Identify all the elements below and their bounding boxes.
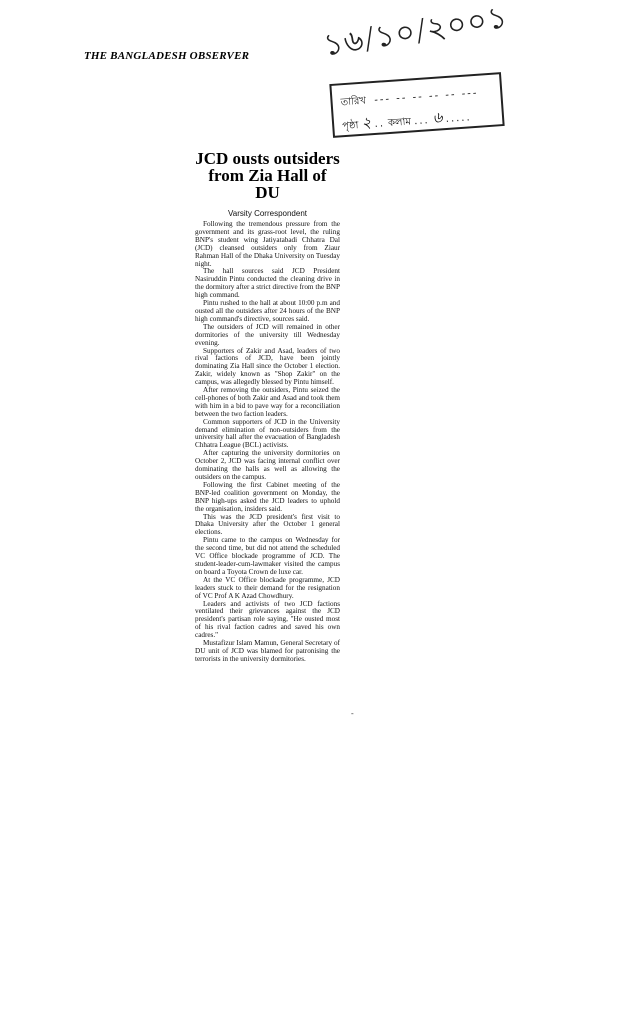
article-paragraph: The hall sources said JCD President Nasiruddin Pintu conducted the cleaning drive in the dormitory after a strict directive from the BNP high command. — [195, 267, 340, 300]
article-paragraph: After capturing the university dormitories on October 2, JCD was facing internal conflict over dominating the halls as well as allowing the outsiders on the campus. — [195, 449, 340, 481]
article-paragraph: Pintu came to the campus on Wednesday for the second time, but did not attend the scheduled VC Office blockade programme of JCD. The student-leader-cum-lawmaker visited the campus on board a Toyota Crown de luxe car. — [195, 536, 340, 576]
archive-stamp — [329, 72, 504, 138]
stamp-page-row: পৃষ্ঠা ২ .. কলাম ... ৬ ..... — [341, 108, 472, 133]
article-paragraph: At the VC Office blockade programme, JCD leaders stuck to their demand for the resignation of VC Prof A K Azad Chowdhury. — [195, 575, 340, 600]
article-headline: JCD ousts outsiders from Zia Hall of DU — [195, 149, 340, 202]
stamp-column-label: কলাম — [387, 116, 412, 130]
article-paragraph: Pintu rushed to the hall at about 10:00 p.m and ousted all the outsiders after 24 hours of the BNP high command's directive, sources said. — [195, 299, 340, 323]
article-paragraph: Common supporters of JCD in the University demand elimination of non-outsiders from the university hall after the evacuation of Bangladesh Chhatra League (BCL) activists. — [195, 417, 340, 450]
stamp-page-value: ২ — [360, 113, 372, 132]
news-article — [195, 150, 340, 664]
article-paragraph: Leaders and activists of two JCD factions ventilated their grievances against the JCD president's partisan role saying, "He ousted most of his rival faction cadres and saved his own cadres." — [195, 599, 340, 640]
article-paragraph: Supporters of Zakir and Asad, leaders of two rival factions of JCD, have been jointly dominating Zia Hall since the October 1 election. Zakir, widely known as "Shop Zakir" on the campus, was allegedly blessed by Pintu himself. — [195, 346, 340, 387]
stray-mark: - — [351, 709, 354, 718]
stamp-date-label: তারিখ — [340, 95, 367, 109]
stamp-column-value: ৬ — [432, 108, 444, 127]
article-byline: Varsity Correspondent — [228, 209, 307, 218]
handwritten-date: ১৬/১০/২০০১ — [321, 0, 511, 64]
article-paragraph: After removing the outsiders, Pintu seized the cell-phones of both Zakir and Asad and took them with him in a bid to pave way for a reconciliation between the two faction leaders. — [195, 386, 340, 418]
article-paragraph: Following the tremendous pressure from the government and its grass-root level, the ruling BNP's student wing Jatiyatabadi Chhatra Dal (JCD) cleansed outsiders only from Ziaur Rahman Hall of the Dhaka University on Tuesday night. — [195, 220, 340, 268]
article-paragraph: The outsiders of JCD will remained in other dormitories of the university till Wednesday evening. — [195, 322, 340, 347]
article-paragraph: This was the JCD president's first visit to Dhaka University after the October 1 general elections. — [195, 512, 340, 537]
newspaper-masthead: THE BANGLADESH OBSERVER — [84, 50, 250, 62]
stamp-date-row: তারিখ --- -- -- -- -- --- — [340, 87, 479, 109]
article-paragraph: Mustafizur Islam Mamun, General Secretary of DU unit of JCD was blamed for patronising the terrorists in the university dormitories. — [195, 639, 340, 663]
article-body — [195, 221, 340, 664]
stamp-page-label: পৃষ্ঠা — [341, 120, 359, 133]
article-paragraph: Following the first Cabinet meeting of the BNP-led coalition government on Monday, the BNP high-ups asked the JCD leaders to uphold the organisation, insiders said. — [195, 480, 340, 513]
